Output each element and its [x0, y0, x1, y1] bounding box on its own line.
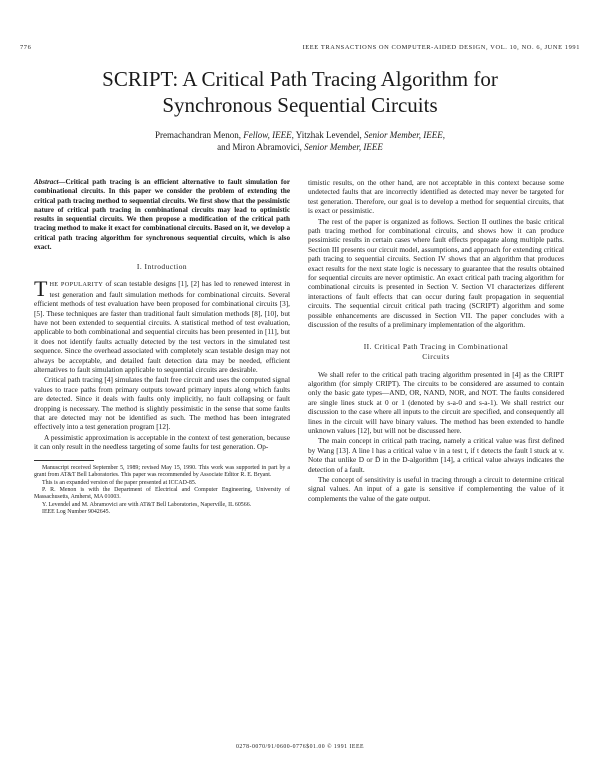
body-paragraph: The concept of sensitivity is useful in tracing through a circuit to determine critical signal values. An input of a gate is sensitive if complementing the value of it complements the value of the gate output.	[308, 474, 564, 503]
footnote-affiliation: Y. Levendel and M. Abramovici are with AT&T Bell Laboratories, Naperville, IL 60566.	[42, 501, 252, 508]
copyright-line: 0278-0070/91/0600-0776$01.00 © 1991 IEEE	[235, 744, 365, 750]
body-paragraph: timistic results, on the other hand, are not acceptable in this context because some undetected faults that are incorrectly identified as detected may never be targeted for test generation. Therefore, our goal is to develop a method for sequential circuits, that is exact or pessimistic.	[308, 178, 564, 216]
intro-paragraph-text: of scan testable designs [1], [2] has led to renewed interest in test generation and fault simulation methods for combinational circuits. Several efficient methods of test evaluation have been proposed for combinational circuits [3], [5]. These techniques are faster than traditional fault simulation methods [8], [10], but have not been extended to sequential circuits. A statistical method of test evaluation, applicable to both combinational and sequential circuits has been presented in [11], but it does not identify faults actually detected by the test vectors in the simulated test sequence. Since the overhead associated with completely scan testable design may not always be acceptable, and detailed fault detection data may be needed, efficient alternatives to fault simulation applicable to sequential circuits are desirable.	[34, 279, 290, 375]
footnote-affiliation: P. R. Menon is with the Department of Electrical and Computer Engineering, University of Massachusetts, Amherst, MA 01003.	[34, 486, 290, 501]
author-list	[40, 130, 560, 153]
paper-title	[40, 66, 560, 118]
body-paragraph: A pessimistic approximation is acceptable in the context of test generation, because it can only result in the needless targeting of some faults for test generation. Op-	[34, 432, 290, 452]
abstract	[34, 178, 290, 252]
body-paragraph: Critical path tracing [4] simulates the fault free circuit and uses the computed signal values to trace paths from primary outputs toward primary inputs along which faults are detected. Since it deals with faults only implicitly, no fault collapsing or fault dropping is necessary. The method is slightly pessimistic in the sense that some faults that are detected may not be identified as such. The method has been integrated effectively into a test generation program [12].	[34, 375, 290, 432]
left-column	[34, 178, 290, 517]
author-name: Yitzhak Levendel,	[295, 130, 362, 140]
body-paragraph: The rest of the paper is organized as follows. Section II outlines the basic critical path tracing method for combinational circuits, and shows how it can produce pessimistic results in certain cases where fault effects propagate along multiple paths. Section III presents our circuit model, assumptions, and approach for extending critical path tracing to sequential circuits. Section IV shows that an algorithm that produces exact results for the next state logic is necessary to guarantee that the results obtained for sequential circuits are never optimistic. An exact critical path tracing algorithm for combinational circuits is presented in Section V. Section VI characterizes different interactions of fault effects that can occur during fault propagation in sequential circuits. The sequential circuit critical path tracing (SCRIPT) algorithm and some possible enhancements are discussed in Section VII. The paper concludes with a discussion of the results of a preliminary implementation of the algorithm.	[308, 216, 564, 330]
intro-paragraph	[34, 276, 290, 375]
footnote-expanded-version: This is an expanded version of the paper presented at ICCAD-85.	[42, 479, 197, 486]
journal-citation: IEEE TRANSACTIONS ON COMPUTER-AIDED DESIGN, VOL. 10, NO. 6, JUNE 1991	[302, 44, 580, 51]
author-affiliation: Senior Member, IEEE	[304, 141, 383, 152]
drop-cap: T	[34, 276, 48, 302]
section-heading-introduction: I. Introduction	[136, 262, 188, 272]
title-block	[40, 66, 560, 153]
paper-title-line-2: Synchronous Sequential Circuits	[162, 93, 438, 117]
footnote-divider	[34, 460, 94, 461]
author-name: Premachandran Menon,	[155, 130, 241, 140]
footnotes	[34, 465, 290, 517]
intro-opening-caps: HE POPULARITY	[49, 281, 104, 289]
running-head	[20, 44, 580, 54]
abstract-heading: Abstract—	[34, 178, 66, 186]
right-column	[308, 178, 564, 504]
section-heading-line-2: Circuits	[422, 351, 450, 361]
author-affiliation: Senior Member, IEEE,	[363, 130, 445, 140]
body-paragraph: The main concept in critical path tracing, namely a critical value was first defined by Wang [13]. A line l has a critical value v in a test t, if t detects the fault l stuck at v. Note that unlike D or D̄ in the D-algorithm [14], a critical value always indicates the detection of a fault.	[308, 436, 564, 474]
author-affiliation: Fellow, IEEE,	[243, 130, 294, 140]
footnote-manuscript: Manuscript received September 5, 1989; revised May 15, 1990. This work was supported in part by a grant from AT&T Bell Laboratories. This paper was recommended by Associate Editor R. E. Bryant.	[34, 464, 290, 479]
author-name: and Miron Abramovici,	[217, 141, 302, 152]
page-number: 776	[20, 44, 32, 51]
footnote-log-number: IEEE Log Number 9042645.	[42, 509, 111, 516]
paper-title-line-1: SCRIPT: A Critical Path Tracing Algorithm for	[102, 67, 498, 91]
section-heading-critical-path-tracing	[308, 342, 564, 362]
section-heading-line-1: II. Critical Path Tracing in Combinational	[363, 341, 509, 351]
abstract-text: Critical path tracing is an efficient alternative to fault simulation for combinational circuits. In this paper we consider the problem of extending the critical path tracing method to sequential circuits. We first show that the pessimistic nature of critical path tracing in combinational circuits may lead to optimistic results in sequential circuits. We then propose a modification of the critical path tracing method to make it exact for combinational circuits. Based on it, we develop a critical path tracing algorithm for synchronous sequential circuits, which is also exact.	[34, 178, 290, 252]
author-line-1	[40, 130, 560, 142]
body-paragraph: We shall refer to the critical path tracing algorithm presented in [4] as the CRIPT algorithm (for simply CRIPT). The circuits to be considered are assumed to contain only the basic gate types—AND, OR, NAND, NOR, and NOT. The faults considered are single lines stuck at 0 or 1 (denoted by s-a-0 and s-a-1). We shall restrict our discussion to the case where all inputs to the circuit are specified, and consequently all lines in the circuit will have binary values. The method has been extended to handle unknown values [12], but will not be discussed here.	[308, 369, 564, 435]
author-line-2	[40, 142, 560, 154]
